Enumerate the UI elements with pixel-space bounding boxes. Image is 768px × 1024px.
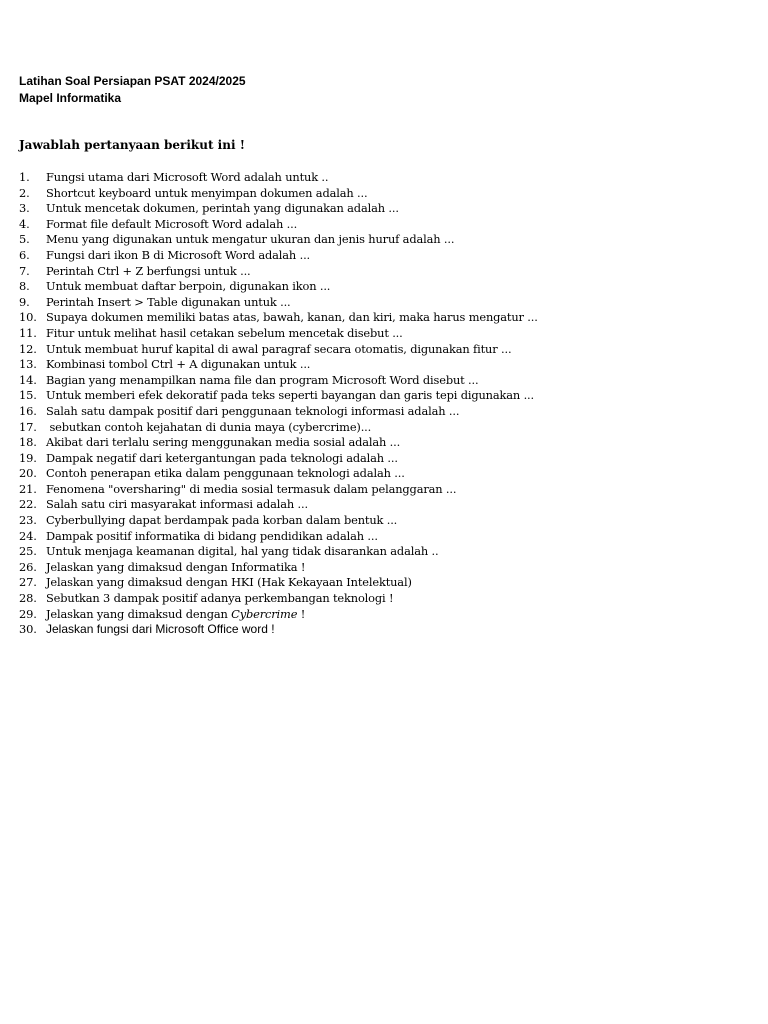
question-number: 14. [19,372,37,387]
question-text: Untuk mencetak dokumen, perintah yang digunakan adalah ... [46,201,399,216]
question-item [19,357,538,373]
question-number: 15. [19,388,37,403]
question-item [19,295,538,311]
question-number: 25. [19,544,37,559]
question-text-part: Jelaskan yang dimaksud dengan [46,606,232,621]
document-header [19,73,246,107]
question-number: 28. [19,591,37,606]
question-number: 7. [19,263,30,278]
question-item [19,342,538,358]
question-text: Untuk membuat huruf kapital di awal paragraf secara otomatis, digunakan fitur ... [46,341,512,356]
question-item [19,170,538,186]
document-subject: Mapel Informatika [19,91,122,105]
question-text: Dampak negatif dari ketergantungan pada teknologi adalah ... [46,450,398,465]
question-number: 21. [19,481,37,496]
question-text: Akibat dari terlalu sering menggunakan media sosial adalah ... [46,435,401,450]
question-item [19,497,538,513]
question-text: Contoh penerapan etika dalam penggunaan teknologi adalah ... [46,466,405,481]
question-text: sebutkan contoh kejahatan di dunia maya (cybercrime)... [46,419,372,434]
question-item [19,560,538,576]
question-number: 26. [19,559,37,574]
question-number: 19. [19,450,37,465]
question-text: Fitur untuk melihat hasil cetakan sebelum mencetak disebut ... [46,325,403,340]
question-item [19,264,538,280]
question-text: Perintah Insert > Table digunakan untuk ... [46,294,291,309]
question-number: 16. [19,403,37,418]
question-item [19,435,538,451]
question-text: Jelaskan yang dimaksud dengan Informatika ! [46,559,306,574]
question-text: Salah satu dampak positif dari penggunaan teknologi informasi adalah ... [46,403,460,418]
question-number: 2. [19,185,30,200]
question-text-italic: Cybercrime [231,606,298,621]
question-number: 4. [19,216,30,231]
question-number: 18. [19,435,37,450]
question-item [19,544,538,560]
question-number: 23. [19,513,37,528]
question-item [19,451,538,467]
question-text-part: ! [297,606,306,621]
question-number: 1. [19,170,30,184]
question-item [19,310,538,326]
question-text: Salah satu ciri masyarakat informasi adalah ... [46,497,308,512]
question-text: Untuk memberi efek dekoratif pada teks seperti bayangan dan garis tepi digunakan ... [46,388,534,403]
question-text: Fenomena "oversharing" di media sosial termasuk dalam pelanggaran ... [46,481,457,496]
question-item [19,404,538,420]
question-number: 9. [19,294,30,309]
question-item [19,373,538,389]
question-number: 13. [19,357,37,372]
question-item [19,232,538,248]
question-item [19,279,538,295]
question-number: 22. [19,497,37,512]
question-text: Format file default Microsoft Word adalah ... [46,216,298,231]
question-item [19,591,538,607]
question-item [19,201,538,217]
question-text [46,607,305,621]
instruction-heading: Jawablah pertanyaan berikut ini ! [19,138,245,152]
question-text: Perintah Ctrl + Z berfungsi untuk ... [46,263,251,278]
question-item [19,622,538,638]
question-number: 20. [19,466,37,481]
question-number: 29. [19,606,37,621]
question-number: 17. [19,419,37,434]
question-number: 11. [19,325,37,340]
question-text: Sebutkan 3 dampak positif adanya perkembangan teknologi ! [46,591,394,606]
question-item [19,326,538,342]
question-item [19,482,538,498]
question-item [19,529,538,545]
question-number: 27. [19,575,37,590]
question-number: 12. [19,341,37,356]
question-number: 3. [19,201,30,216]
question-item [19,388,538,404]
question-text: Menu yang digunakan untuk mengatur ukuran dan jenis huruf adalah ... [46,232,455,247]
question-item [19,466,538,482]
question-text: Jelaskan fungsi dari Microsoft Office word ! [46,622,275,637]
question-item [19,513,538,529]
question-text: Bagian yang menampilkan nama file dan program Microsoft Word disebut ... [46,372,479,387]
question-text: Cyberbullying dapat berdampak pada korban dalam bentuk ... [46,513,398,528]
question-list [19,170,538,638]
question-item [19,420,538,436]
question-text: Supaya dokumen memiliki batas atas, bawah, kanan, dan kiri, maka harus mengatur ... [46,310,538,325]
question-number: 10. [19,310,37,325]
question-text: Jelaskan yang dimaksud dengan HKI (Hak Kekayaan Intelektual) [46,575,412,590]
question-text: Shortcut keyboard untuk menyimpan dokumen adalah ... [46,185,368,200]
question-text: Kombinasi tombol Ctrl + A digunakan untuk ... [46,357,311,372]
question-text: Dampak positif informatika di bidang pendidikan adalah ... [46,528,378,543]
question-number: 24. [19,528,37,543]
question-item [19,607,538,623]
question-number: 30. [19,622,37,637]
question-number: 5. [19,232,30,247]
question-item [19,217,538,233]
question-text: Fungsi utama dari Microsoft Word adalah untuk .. [46,170,329,184]
question-item [19,186,538,202]
question-number: 8. [19,279,30,294]
question-number: 6. [19,247,30,262]
question-text: Untuk membuat daftar berpoin, digunakan ikon ... [46,279,331,294]
question-text: Untuk menjaga keamanan digital, hal yang tidak disarankan adalah .. [46,544,439,559]
question-item [19,248,538,264]
document-title: Latihan Soal Persiapan PSAT 2024/2025 [19,74,246,88]
question-text: Fungsi dari ikon B di Microsoft Word adalah ... [46,247,311,262]
question-item [19,575,538,591]
